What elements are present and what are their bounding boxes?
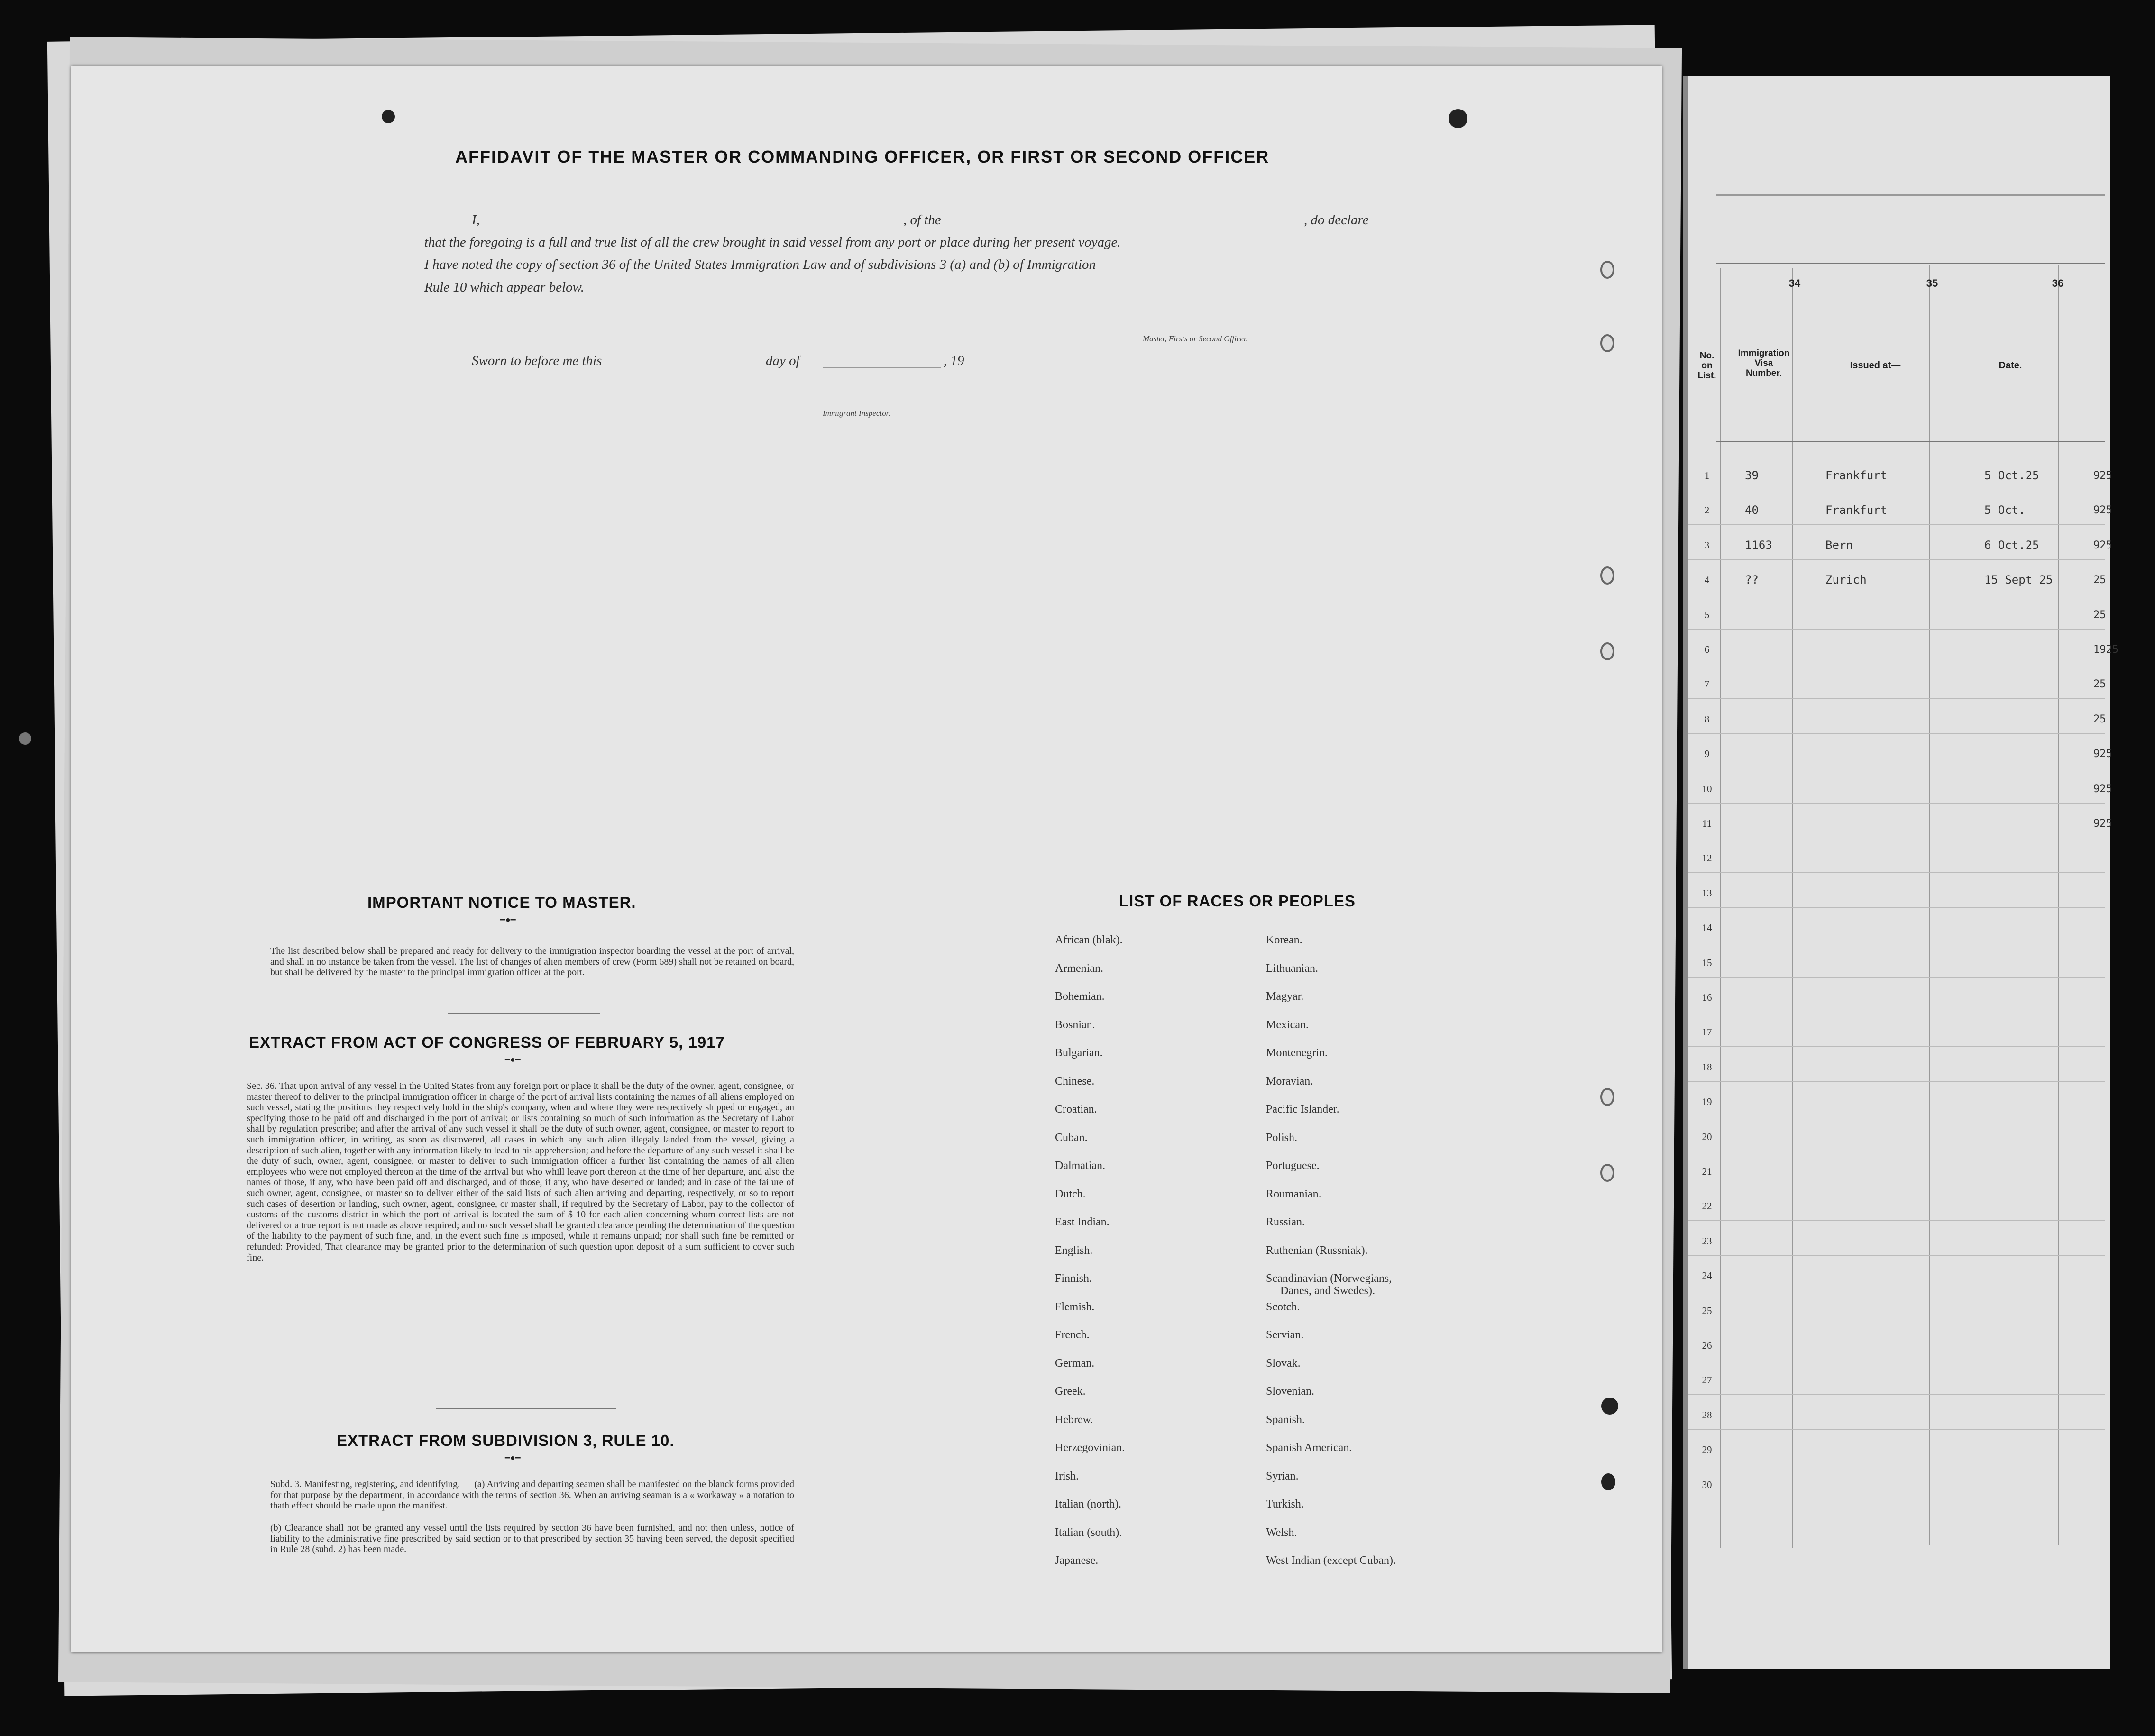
race-item: Danes, and Swedes). <box>1280 1285 1375 1297</box>
races-title: LIST OF RACES OR PEOPLES <box>1119 892 1356 910</box>
race-item: Japanese. <box>1055 1554 1099 1567</box>
header-line: Visa <box>1754 358 1773 368</box>
date-header: Date. <box>1999 360 2022 371</box>
row-number: 16 <box>1702 992 1712 1003</box>
row-number: 1 <box>1704 470 1710 481</box>
affidavit-i: I, <box>472 212 480 228</box>
row-number: 26 <box>1702 1340 1712 1351</box>
col-number-35: 35 <box>1926 277 1938 289</box>
race-item: Mexican. <box>1266 1018 1309 1031</box>
race-item: Italian (south). <box>1055 1526 1122 1539</box>
margin-year-mark: 925 <box>2093 470 2112 482</box>
punch-hole <box>1601 1473 1615 1490</box>
row-number: 4 <box>1704 574 1710 586</box>
row-number: 8 <box>1704 713 1710 725</box>
sworn-text: Sworn to before me this <box>472 353 602 368</box>
row-rule <box>1688 1429 2105 1430</box>
row-number: 12 <box>1702 852 1712 864</box>
divider <box>436 1408 616 1409</box>
row-number: 17 <box>1702 1026 1712 1038</box>
issue-date: 15 Sept 25 <box>1984 573 2053 587</box>
visa-number: 39 <box>1745 469 1759 482</box>
issued-at-header: Issued at— <box>1850 360 1901 371</box>
col-number-36: 36 <box>2052 277 2064 289</box>
race-item: Russian. <box>1266 1216 1305 1228</box>
row-number: 22 <box>1702 1200 1712 1212</box>
visa-header <box>1731 348 1797 378</box>
race-item: Spanish. <box>1266 1413 1305 1426</box>
row-number: 28 <box>1702 1409 1712 1421</box>
row-number: 2 <box>1704 504 1710 516</box>
affidavit-line2: that the foregoing is a full and true list of all the crew brought in said vessel from any port or place during her present voyage. <box>424 235 1121 250</box>
affidavit-line4: Rule 10 which appear below. <box>424 280 584 295</box>
row-number: 20 <box>1702 1131 1712 1142</box>
issue-date: 6 Oct.25 <box>1984 538 2039 552</box>
race-item: Pacific Islander. <box>1266 1103 1339 1115</box>
margin-year-mark: 25 <box>2093 678 2106 691</box>
row-number: 29 <box>1702 1444 1712 1456</box>
ornament: ━●━ <box>505 1453 521 1462</box>
race-item: Roumanian. <box>1266 1188 1321 1200</box>
row-rule <box>1688 524 2105 525</box>
visa-number: 40 <box>1745 503 1759 517</box>
race-item: Croatian. <box>1055 1103 1097 1115</box>
ornament: ━●━ <box>505 1055 521 1064</box>
race-item: Scotch. <box>1266 1300 1300 1313</box>
row-number: 7 <box>1704 678 1710 690</box>
row-rule <box>1688 698 2105 699</box>
race-item: Armenian. <box>1055 962 1103 975</box>
race-item: French. <box>1055 1329 1090 1341</box>
race-item: Korean. <box>1266 934 1302 946</box>
row-rule <box>1688 629 2105 630</box>
row-number: 5 <box>1704 609 1710 621</box>
ledger-page <box>1683 76 2118 1669</box>
issued-at-place: Zurich <box>1825 573 1867 587</box>
race-item: Magyar. <box>1266 990 1304 1003</box>
row-number: 14 <box>1702 922 1712 934</box>
affidavit-title: AFFIDAVIT OF THE MASTER OR COMMANDING OFFICER, OR FIRST OR SECOND OFFICER <box>455 147 1270 166</box>
ledger-header-rule <box>1716 263 2105 264</box>
row-rule <box>1688 872 2105 873</box>
race-item: Slovak. <box>1266 1357 1301 1370</box>
notice-title: IMPORTANT NOTICE TO MASTER. <box>367 894 636 911</box>
extract-act-title: EXTRACT FROM ACT OF CONGRESS OF FEBRUARY 5, 1917 <box>249 1033 725 1051</box>
race-item: Herzegovinian. <box>1055 1442 1125 1454</box>
row-number: 21 <box>1702 1166 1712 1177</box>
race-item: East Indian. <box>1055 1216 1110 1228</box>
inspector-label: Immigrant Inspector. <box>823 409 890 418</box>
issued-at-place: Frankfurt <box>1825 469 1888 482</box>
row-rule <box>1688 1046 2105 1047</box>
issued-at-place: Bern <box>1825 538 1853 552</box>
punch-hole <box>1600 1088 1614 1106</box>
punch-hole <box>1600 261 1614 279</box>
extract-rule-title: EXTRACT FROM SUBDIVISION 3, RULE 10. <box>337 1432 675 1449</box>
race-item: Moravian. <box>1266 1075 1313 1087</box>
ornament: ━●━ <box>500 915 516 924</box>
blank-line <box>823 367 941 368</box>
affidavit-of-the: , of the <box>903 212 941 228</box>
extract-act-text: Sec. 36. That upon arrival of any vessel in the United States from any foreign port or place it shall be the duty of the owner, agent, consignee, or master thereof to deliver to the principal immigration officer in charge of the port of arrival lists containing the names of all aliens employed on such vessel, stating the positions they respectively hold in the ship's company, when and where they were respectively shipped or engaged, an specifying those to be paid off and discharged in the port of arrival; or lists containing so much of such information as the Secretary of Labor shall by regulation prescribe; and after the arrival of any such vessel it shall be the duty of such owner, agent, consignee, or master to report to such immigration officer, in writing, as soon as discovered, all cases in which any such alien illegaly landed from the vessel, giving a description of such alien, together with any information likely to lead to his apprehension; and before the departure of any such vessel it shall be the duty of such, owner, agent, consignee, or master to deliver to such immigration officer a further list containing the names of all alien employees who were not employed thereon at the time of the arrival but who whill leave port thereon at the time of her departure, and also the names of those, if any, who have been paid off and discharged, and of those, if any, who have deserted or landed; and in case of the failure of such owner, agent, consignee, or master so to deliver either of the said lists of such alien arriving and departing, respectively, or so to report such cases of desertion or landing, such owner, agent, consignee, or master shall, if required by the Secretary of Labor, pay to the collector of customs of the customs district in which the port of arrival is located the sum of $ 10 for each alien concerning whom correct lists are not delivered or a true report is not made as above required; and no such vessel shall be granted clearance pending the determination of the question of the liability to the payment of such fine, and, in the event such fine is imposed, while it remains unpaid; nor shall such fine be remitted or refunded: Provided, That clearance may be granted prior to the determination of such question upon deposit of a sum sufficient to cover such fine. <box>247 1081 794 1263</box>
no-on-list-header <box>1697 351 1716 381</box>
ledger-top-rule <box>1716 194 2105 196</box>
race-item: Turkish. <box>1266 1498 1304 1510</box>
visa-number: 1163 <box>1745 538 1772 552</box>
row-number: 18 <box>1702 1061 1712 1073</box>
year-text: , 19 <box>944 353 964 368</box>
punch-hole <box>1449 109 1467 128</box>
race-item: Greek. <box>1055 1385 1086 1398</box>
extract-rule-text-a: Subd. 3. Manifesting, registering, and identifying. — (a) Arriving and departing seamen shall be manifested on the blanck forms provided for that purpose by the department, in accordance with the terms of section 36. When an arriving seaman is a « workaway » a notation to thath effect should be made upon the manifest. <box>270 1479 794 1511</box>
margin-year-mark: 1925 <box>2093 644 2118 656</box>
margin-year-mark: 925 <box>2093 818 2112 830</box>
master-signature-label: Master, Firsts or Second Officer. <box>1143 334 1248 343</box>
row-rule <box>1688 733 2105 734</box>
header-line: Number. <box>1745 368 1782 378</box>
header-line: No. <box>1699 351 1715 361</box>
notice-text: The list described below shall be prepared and ready for delivery to the immigration inspector boarding the vessel at the port of arrival, and shall in no instance be taken from the vessel. The list of changes of alien members of crew (Form 689) shall not be retained on board, but shall be delivered by the master to the principal immigration officer at the port. <box>270 946 794 978</box>
row-rule <box>1688 1394 2105 1395</box>
column-divider <box>1792 268 1793 1548</box>
race-item: Welsh. <box>1266 1526 1297 1539</box>
row-number: 3 <box>1704 539 1710 551</box>
day-of-text: day of <box>766 353 800 368</box>
punch-hole <box>1600 566 1614 585</box>
visa-number: ?? <box>1745 573 1759 587</box>
race-item: Slovenian. <box>1266 1385 1314 1398</box>
race-item: Finnish. <box>1055 1272 1092 1285</box>
row-rule <box>1688 559 2105 560</box>
header-line: Immigration <box>1738 348 1790 358</box>
row-number: 30 <box>1702 1479 1712 1490</box>
race-item: Syrian. <box>1266 1470 1299 1482</box>
row-number: 15 <box>1702 957 1712 969</box>
row-rule <box>1688 803 2105 804</box>
header-line: on <box>1701 361 1713 371</box>
row-number: 27 <box>1702 1374 1712 1386</box>
margin-year-mark: 25 <box>2093 574 2106 586</box>
row-number: 6 <box>1704 644 1710 655</box>
race-item: Montenegrin. <box>1266 1047 1328 1059</box>
margin-year-mark: 925 <box>2093 783 2112 795</box>
affidavit-line3: I have noted the copy of section 36 of the United States Immigration Law and of subdivisions 3 (a) and (b) of Immigration <box>424 257 1096 272</box>
race-item: Bohemian. <box>1055 990 1105 1003</box>
race-item: Irish. <box>1055 1470 1079 1482</box>
row-number: 23 <box>1702 1235 1712 1247</box>
race-item: Chinese. <box>1055 1075 1095 1087</box>
race-item: Polish. <box>1266 1131 1298 1144</box>
race-item: Cuban. <box>1055 1131 1088 1144</box>
race-item: West Indian (except Cuban). <box>1266 1554 1396 1567</box>
row-number: 10 <box>1702 783 1712 795</box>
row-number: 19 <box>1702 1096 1712 1108</box>
margin-year-mark: 25 <box>2093 609 2106 621</box>
column-divider <box>2058 265 2059 1545</box>
row-rule <box>1688 977 2105 978</box>
punch-hole <box>1600 1164 1614 1182</box>
issued-at-place: Frankfurt <box>1825 503 1888 517</box>
race-item: African (blak). <box>1055 934 1123 946</box>
race-item: Bulgarian. <box>1055 1047 1103 1059</box>
issue-date: 5 Oct.25 <box>1984 469 2039 482</box>
race-item: Servian. <box>1266 1329 1304 1341</box>
main-page <box>71 66 1662 1652</box>
row-rule <box>1688 1255 2105 1256</box>
margin-year-mark: 925 <box>2093 504 2112 517</box>
race-item: Dalmatian. <box>1055 1160 1105 1172</box>
row-rule <box>1688 907 2105 908</box>
punch-hole <box>382 110 395 123</box>
column-divider <box>1929 265 1930 1545</box>
race-item: German. <box>1055 1357 1095 1370</box>
race-item: Lithuanian. <box>1266 962 1318 975</box>
column-divider <box>1720 268 1721 1548</box>
col-number-34: 34 <box>1788 277 1801 289</box>
edge-hole <box>19 732 31 745</box>
margin-year-mark: 25 <box>2093 713 2106 725</box>
race-item: Ruthenian (Russniak). <box>1266 1244 1368 1257</box>
race-item: Italian (north). <box>1055 1498 1121 1510</box>
divider <box>448 1013 600 1014</box>
affidavit-declare: , do declare <box>1304 212 1369 228</box>
race-item: Scandinavian (Norwegians, <box>1266 1272 1392 1285</box>
row-number: 13 <box>1702 887 1712 899</box>
ledger-header-rule <box>1716 441 2105 442</box>
race-item: Portuguese. <box>1266 1160 1320 1172</box>
race-item: English. <box>1055 1244 1093 1257</box>
row-rule <box>1688 1220 2105 1221</box>
punch-hole <box>1600 642 1614 660</box>
race-item: Hebrew. <box>1055 1413 1093 1426</box>
row-number: 25 <box>1702 1305 1712 1316</box>
row-number: 9 <box>1704 748 1710 760</box>
race-item: Flemish. <box>1055 1300 1095 1313</box>
punch-hole <box>1601 1398 1618 1415</box>
row-rule <box>1688 1081 2105 1082</box>
race-item: Bosnian. <box>1055 1018 1095 1031</box>
race-item: Dutch. <box>1055 1188 1086 1200</box>
row-number: 24 <box>1702 1270 1712 1282</box>
extract-rule-text-b: (b) Clearance shall not be granted any vessel until the lists required by section 36 have been furnished, and not then unless, notice of liability to the administrative fine prescribed by said section or to that prescribed by section 35 having been served, the deposit specified in Rule 28 (subd. 2) has been made. <box>270 1523 794 1555</box>
row-number: 11 <box>1702 818 1712 829</box>
issue-date: 5 Oct. <box>1984 503 2026 517</box>
margin-year-mark: 925 <box>2093 748 2112 760</box>
race-item: Spanish American. <box>1266 1442 1352 1454</box>
punch-hole <box>1600 334 1614 352</box>
header-line: List. <box>1697 371 1716 381</box>
margin-year-mark: 925 <box>2093 539 2112 551</box>
